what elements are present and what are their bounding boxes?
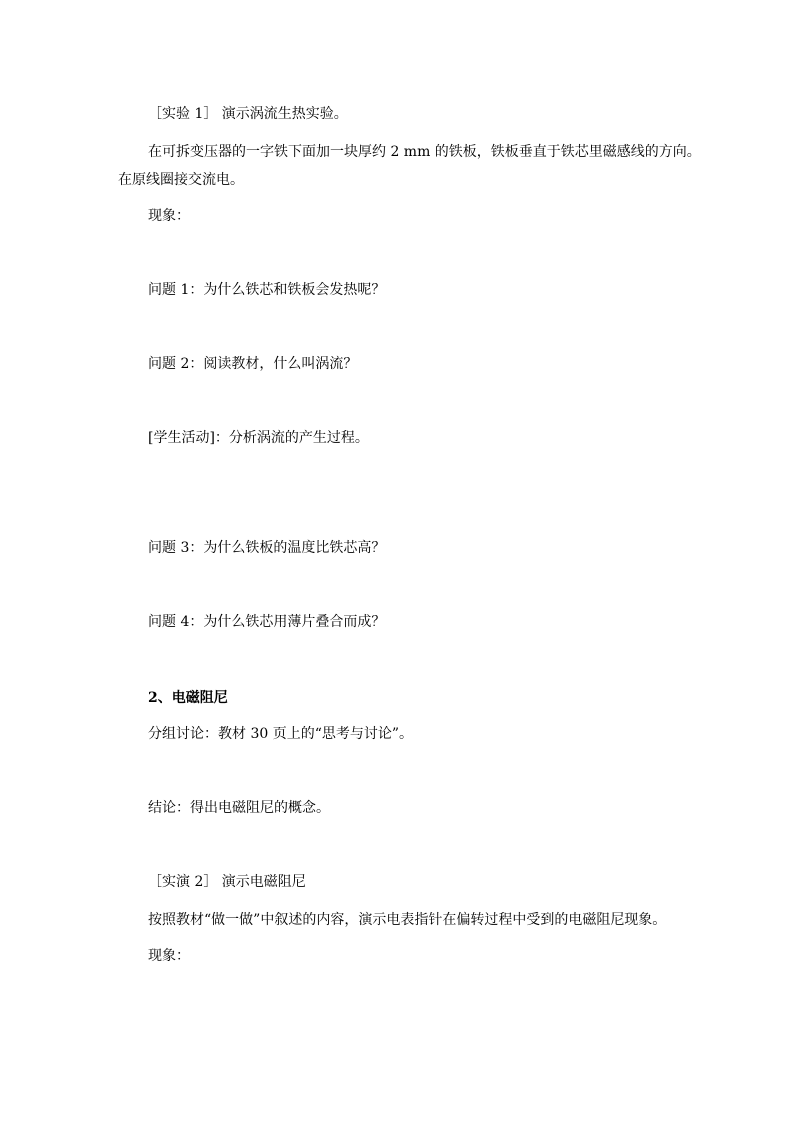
experiment-1-heading: ［实验 1］ 演示涡流生热实验。 (148, 106, 348, 122)
conclusion: 结论：得出电磁阻尼的概念。 (148, 800, 330, 816)
group-discussion: 分组讨论：教材 30 页上的“思考与讨论”。 (148, 726, 414, 742)
question-4: 问题 4：为什么铁芯用薄片叠合而成？ (148, 614, 386, 630)
question-3: 问题 3：为什么铁板的温度比铁芯高？ (148, 540, 386, 556)
phenomenon-label-2: 现象： (148, 948, 190, 964)
section-heading-electromagnetic-damping: 2、电磁阻尼 (148, 690, 228, 706)
student-activity: [学生活动]：分析涡流的产生过程。 (148, 430, 369, 446)
experiment-1-description: 在可拆变压器的一字铁下面加一块厚约 2 mm 的铁板，铁板垂直于铁芯里磁感线的方向。 (148, 144, 701, 160)
experiment-1-description-continued: 在原线圈接交流电。 (118, 172, 244, 188)
experiment-2-description: 按照教材“做一做”中叙述的内容，演示电表指针在偏转过程中受到的电磁阻尼现象。 (148, 912, 667, 928)
question-1: 问题 1：为什么铁芯和铁板会发热呢？ (148, 282, 386, 298)
question-2: 问题 2：阅读教材，什么叫涡流？ (148, 356, 358, 372)
experiment-2-heading: ［实演 2］ 演示电磁阻尼 (148, 874, 306, 890)
phenomenon-label-1: 现象： (148, 208, 190, 224)
